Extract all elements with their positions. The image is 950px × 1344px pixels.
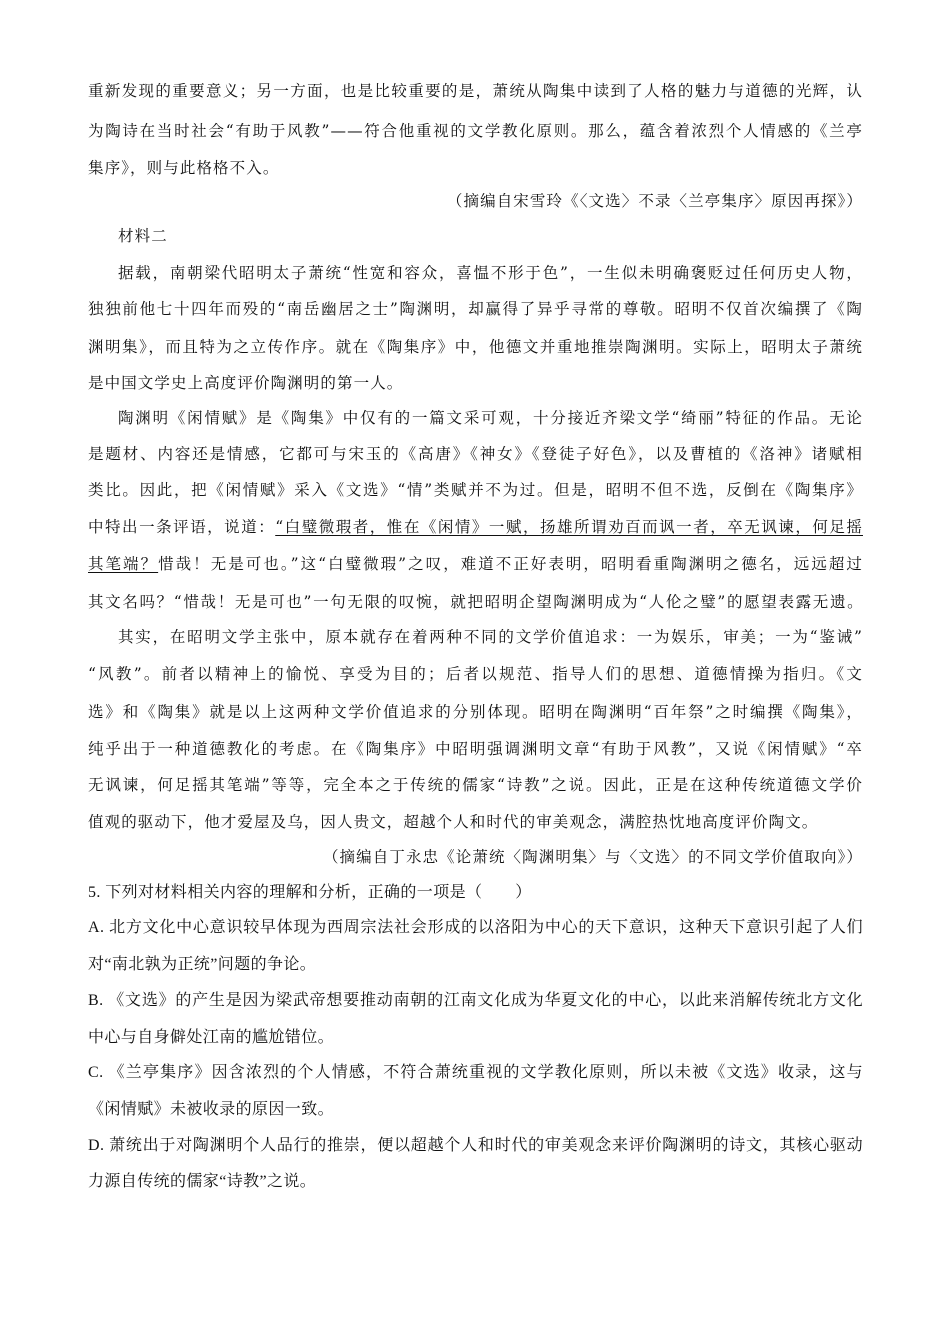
source-citation: （摘编自丁永忠《论萧统〈陶渊明集〉与〈文选〉的不同文学价值取向》） [322, 848, 863, 866]
option-d-line: D. 萧统出于对陶渊明个人品行的推崇，便以超越个人和时代的审美观念来评价陶渊明的诗文，其核心驱动 [88, 1137, 863, 1154]
paragraph-line [88, 515, 863, 539]
underlined-quote: “白璧微瑕者，惟在《闲情》一赋，扬雄所谓劝百而讽一者，卒无讽谏，何足摇 [275, 518, 863, 536]
paragraph-line: 重新发现的重要意义；另一方面，也是比较重要的是，萧统从陶集中读到了人格的魅力与道德的光辉，认 [88, 82, 863, 100]
question-stem: 5. 下列对材料相关内容的理解和分析，正确的一项是（ ） [88, 884, 532, 901]
option-d-line: 力源自传统的儒家“诗教”之说。 [88, 1173, 317, 1190]
underlined-quote: 其笔端？ [88, 555, 159, 573]
option-c-line: C. 《兰亭集序》因含浓烈的个人情感，不符合萧统重视的文学教化原则，所以未被《文选》收录，这与 [88, 1064, 863, 1081]
option-b-line: 中心与自身僻处江南的尴尬错位。 [88, 1029, 335, 1046]
line-text: 中特出一条评语，说道： [88, 518, 276, 536]
paragraph-line: 选》和《陶集》就是以上这两种文学价值追求的分别体现。昭明在陶渊明“百年祭”之时编撰《陶集》， [88, 703, 863, 721]
paragraph-line: “风教”。前者以精神上的愉悦、享受为目的；后者以规范、指导人们的思想、道德情操为指归。《文 [88, 665, 863, 683]
paragraph-line: 纯乎出于一种道德教化的考虑。在《陶集序》中昭明强调渊明文章“有助于风教”，又说《闲情赋》“卒 [88, 740, 863, 758]
option-a-line: A. 北方文化中心意识较早体现为西周宗法社会形成的以洛阳为中心的天下意识，这种天下意识引起了人们 [88, 919, 863, 936]
paragraph-line: 陶渊明《闲情赋》是《陶集》中仅有的一篇文采可观，十分接近齐梁文学“绮丽”特征的作品。无论 [118, 409, 863, 427]
line-text: 惜哉！无是可也。”这“白璧微瑕”之叹，难道不正好表明，昭明看重陶渊明之德名，远远超过 [158, 555, 863, 573]
paragraph-line: 其文名吗？“惜哉！无是可也”一句无限的叹惋，就把昭明企望陶渊明成为“人伦之璧”的愿望表露无遗。 [88, 593, 863, 611]
source-citation: （摘编自宋雪玲《〈文选〉不录〈兰亭集序〉原因再探》） [446, 192, 863, 210]
paragraph-line: 独独前他七十四年而殁的“南岳幽居之士”陶渊明，却赢得了异乎寻常的尊敬。昭明不仅首次编撰了《陶 [88, 300, 863, 318]
paragraph-line: 值观的驱动下，他才爱屋及乌，因人贵文，超越个人和时代的审美观念，满腔热忱地高度评价陶文。 [88, 813, 819, 831]
paragraph-line: 集序》，则与此格格不入。 [88, 159, 280, 177]
section-heading: 材料二 [118, 227, 168, 245]
option-b-line: B. 《文选》的产生是因为梁武帝想要推动南朝的江南文化成为华夏文化的中心，以此来消解传统北方文化 [88, 992, 863, 1009]
paragraph-line: 据载，南朝梁代昭明太子萧统“性宽和容众，喜愠不形于色”，一生似未明确褒贬过任何历史人物， [118, 264, 863, 282]
option-a-line: 对“南北孰为正统”问题的争论。 [88, 956, 317, 973]
paragraph-line: 为陶诗在当时社会“有助于风教”——符合他重视的文学教化原则。那么，蕴含着浓烈个人情感的《兰亭 [88, 122, 863, 140]
paragraph-line: 是题材、内容还是情感，它都可与宋玉的《高唐》《神女》《登徒子好色》，以及曹植的《洛神》诸赋相 [88, 445, 863, 463]
option-c-line: 《闲情赋》未被收录的原因一致。 [88, 1101, 335, 1118]
paragraph-line: 类比。因此，把《闲情赋》采入《文选》“情”类赋并不为过。但是，昭明不但不选，反倒在《陶集序》 [88, 481, 863, 499]
paragraph-line: 渊明集》，而且特为之立传作序。就在《陶集序》中，他德文并重地推崇陶渊明。实际上，昭明太子萧统 [88, 338, 863, 356]
paragraph-line [88, 552, 863, 576]
paragraph-line: 是中国文学史上高度评价陶渊明的第一人。 [88, 374, 404, 392]
paragraph-line: 其实，在昭明文学主张中，原本就存在着两种不同的文学价值追求：一为娱乐，审美；一为“鉴诫” [118, 628, 863, 646]
paragraph-line: 无讽谏，何足摇其笔端”等等，完全本之于传统的儒家“诗教”之说。因此，正是在这种传统道德文学价 [88, 776, 863, 794]
